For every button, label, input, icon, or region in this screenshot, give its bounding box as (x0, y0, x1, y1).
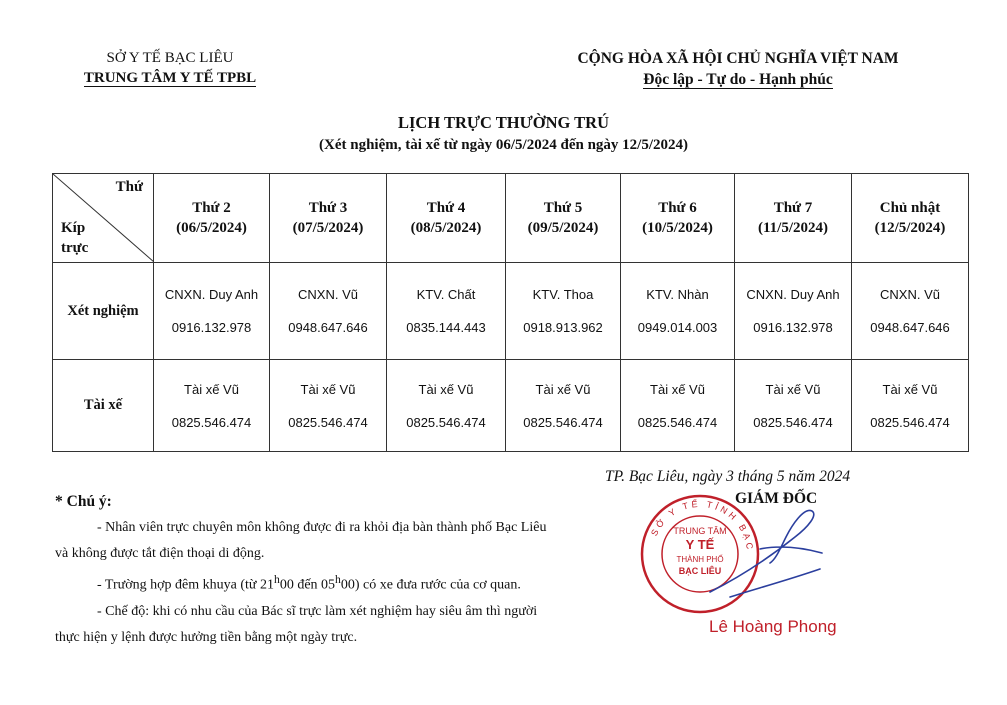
duty-schedule-table (52, 173, 969, 452)
duty-cell: Tài xế Vũ 0825.546.474 (621, 360, 735, 452)
day-header: Thứ 4 (08/5/2024) (387, 174, 506, 263)
note-2: - Trường hợp đêm khuya (từ 21$^h$00 đến 05$^h$00) có xe đưa rước của cơ quan. (97, 573, 521, 593)
duty-cell: KTV. Thoa 0918.913.962 (506, 263, 621, 360)
row-label: Xét nghiệm (53, 263, 154, 360)
day-header: Chủ nhật (12/5/2024) (852, 174, 969, 263)
signer-name: Lê Hoàng Phong (709, 617, 837, 636)
day-header: Thứ 5 (09/5/2024) (506, 174, 621, 263)
svg-text:SỞ Y TẾ TỈNH BẠC: SỞ Y TẾ TỈNH BẠC (648, 498, 756, 553)
day-header: Thứ 7 (11/5/2024) (735, 174, 852, 263)
national-motto-block (548, 48, 928, 90)
duty-cell: Tài xế Vũ 0825.546.474 (387, 360, 506, 452)
issuer-line-2: TRUNG TÂM Y TẾ TPBL (83, 70, 257, 86)
table-row-lab (53, 263, 969, 360)
table-row-driver (53, 360, 969, 452)
country-name: CỘNG HÒA XÃ HỘI CHỦ NGHĨA VIỆT NAM (577, 50, 899, 67)
row-label: Tài xế (53, 360, 154, 452)
note-1-cont: và không được tắt điện thoại di động. (55, 546, 265, 561)
notes-title: * Chú ý: (55, 493, 112, 510)
document-title: LỊCH TRỰC THƯỜNG TRÚ (397, 113, 610, 132)
corner-shift-label: Kíp trực (61, 220, 89, 256)
note-1: - Nhân viên trực chuyên môn không được đi ra khỏi địa bàn thành phố Bạc Liêu (97, 520, 547, 535)
signer-title: GIÁM ĐỐC (735, 490, 818, 507)
table-header-row (53, 174, 969, 263)
duty-cell: CNXN. Vũ 0948.647.646 (852, 263, 969, 360)
corner-day-label: Thứ (115, 179, 143, 195)
duty-cell: Tài xế Vũ 0825.546.474 (270, 360, 387, 452)
svg-text:BẠC LIÊU: BẠC LIÊU (678, 566, 722, 576)
place-date: TP. Bạc Liêu, ngày 3 tháng 5 năm 2024 (605, 468, 851, 485)
day-header: Thứ 2 (06/5/2024) (154, 174, 270, 263)
handwritten-signature (700, 497, 830, 607)
day-header: Thứ 6 (10/5/2024) (621, 174, 735, 263)
motto: Độc lập - Tự do - Hạnh phúc (643, 71, 833, 88)
duty-cell: Tài xế Vũ 0825.546.474 (154, 360, 270, 452)
duty-cell: CNXN. Vũ 0948.647.646 (270, 263, 387, 360)
duty-cell: CNXN. Duy Anh 0916.132.978 (735, 263, 852, 360)
duty-cell: Tài xế Vũ 0825.546.474 (506, 360, 621, 452)
duty-cell: Tài xế Vũ 0825.546.474 (852, 360, 969, 452)
note-3-cont: thực hiện y lệnh được hưởng tiền bằng một ngày trực. (55, 629, 358, 645)
day-header: Thứ 3 (07/5/2024) (270, 174, 387, 263)
note-3: - Chế độ: khi có nhu cầu của Bác sĩ trực làm xét nghiệm hay siêu âm thì người (97, 603, 538, 619)
svg-text:Y TẾ: Y TẾ (685, 537, 715, 552)
svg-text:TRUNG TÂM: TRUNG TÂM (673, 526, 727, 536)
duty-cell: KTV. Chất 0835.144.443 (387, 263, 506, 360)
notes-block (55, 489, 595, 651)
issuer-line-1: SỞ Y TẾ BẠC LIÊU (106, 50, 234, 66)
corner-header-cell (53, 174, 154, 263)
document-title-block (0, 112, 1007, 156)
issuer-block (40, 48, 300, 88)
duty-cell: Tài xế Vũ 0825.546.474 (735, 360, 852, 452)
svg-text:THÀNH PHỐ: THÀNH PHỐ (676, 555, 724, 564)
duty-cell: KTV. Nhàn 0949.014.003 (621, 263, 735, 360)
duty-cell: CNXN. Duy Anh 0916.132.978 (154, 263, 270, 360)
document-subtitle: (Xét nghiệm, tài xế từ ngày 06/5/2024 đến ngày 12/5/2024) (319, 137, 688, 153)
